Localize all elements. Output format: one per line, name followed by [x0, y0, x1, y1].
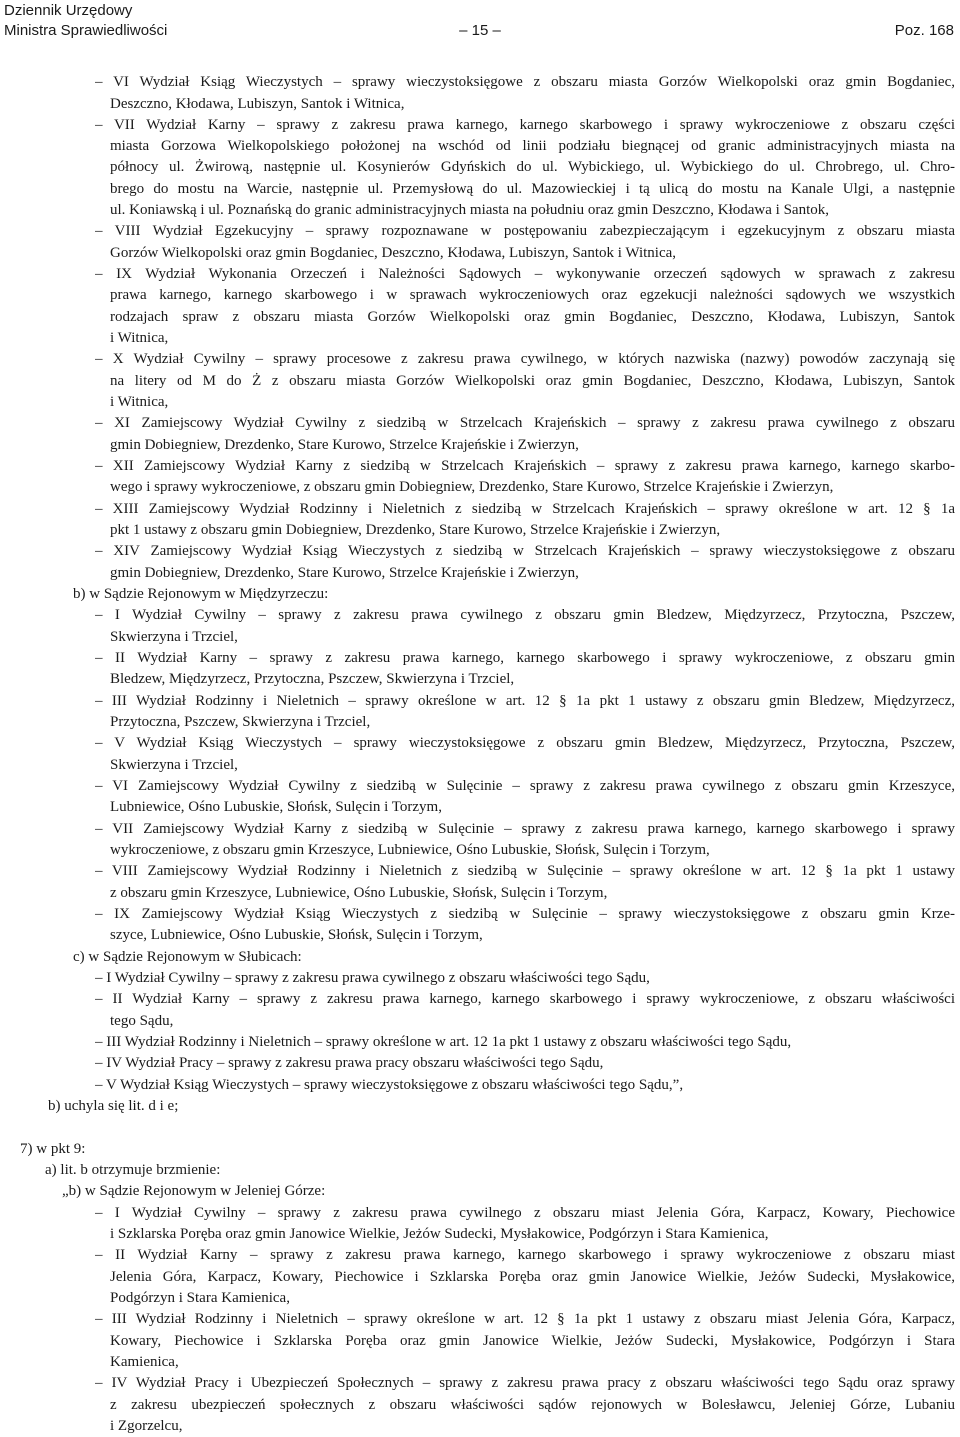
text-line: – III Wydział Rodzinny i Nieletnich – sprawy określone w art. 12 § 1a pkt 1 ustawy z obszaru miast Jelenia Góra, Karpacz, — [95, 1311, 955, 1327]
text-line: północy ul. Żwirową, następnie ul. Kosynierów Gdyńskich do ul. Wybickiego, ul. Wybickiego do ul. Chrobrego, ul. Chro- — [110, 159, 955, 175]
text-line: i Witnica, — [110, 330, 169, 346]
text-line: – XI Zamiejscowy Wydział Cywilny z siedzibą w Strzelcach Krajeńskich – sprawy z zakresu prawa cywilnego z obszaru — [95, 415, 955, 431]
text-line: brego do mostu na Warcie, następnie ul. Przemysłową do ul. Mazowieckiej i tą ulicą do mostu na Kanale Ulgi, a następnie — [110, 181, 955, 197]
journal-title-line-2: Ministra Sprawiedliwości — [4, 22, 168, 39]
text-line: z obszaru gmin Krzeszyce, Lubniewice, Ośno Lubuskie, Słońsk, Sulęcin i Torzym, — [110, 885, 608, 901]
text-line: ul. Koniawską i ul. Poznańską do granic administracyjnych miasta na południu oraz gmin Deszczno, Kłodawa i Santok, — [110, 202, 829, 218]
text-line: – II Wydział Karny – sprawy z zakresu prawa karnego, karnego skarbowego i sprawy wykroczeniowe, z obszaru właściwości — [95, 991, 955, 1007]
text-line: Jelenia Góra, Karpacz, Kowary, Piechowice i Szklarska Poręba oraz gmin Janowice Wielkie, Jeżów Sudecki, Mysłakowice, — [110, 1269, 955, 1285]
page-header — [0, 0, 960, 50]
text-line: Podgórzyn i Stara Kamienica, — [110, 1290, 290, 1306]
text-line: – I Wydział Cywilny – sprawy z zakresu prawa cywilnego z obszaru właściwości tego Sądu, — [95, 970, 650, 986]
text-line: b) uchyla się lit. d i e; — [48, 1098, 179, 1114]
text-line: Skwierzyna i Trzciel, — [110, 629, 238, 645]
text-line: Skwierzyna i Trzciel, — [110, 757, 238, 773]
text-line: b) w Sądzie Rejonowym w Międzyrzeczu: — [73, 586, 329, 602]
text-line: Bledzew, Międzyrzecz, Przytoczna, Pszczew, Skwierzyna i Trzciel, — [110, 671, 515, 687]
text-line: – II Wydział Karny – sprawy z zakresu prawa karnego, karnego skarbowego i sprawy wykroczeniowe, z obszaru gmin — [95, 650, 955, 666]
text-line: wykroczeniowe, z obszaru gmin Krzeszyce, Lubniewice, Ośno Lubuskie, Słońsk, Sulęcin i Torzym, — [110, 842, 710, 858]
text-line: gmin Dobiegniew, Drezdenko, Stare Kurowo, Strzelce Krajeńskie i Zwierzyn, — [110, 565, 579, 581]
text-line: – III Wydział Rodzinny i Nieletnich – sprawy określone w art. 12 § 1a pkt 1 ustawy z obszaru gmin Bledzew, Międzyrzecz, — [95, 693, 955, 709]
text-line: szyce, Lubniewice, Ośno Lubuskie, Słońsk, Sulęcin i Torzym, — [110, 927, 483, 943]
text-line: Deszczno, Kłodawa, Lubiszyn, Santok i Witnica, — [110, 96, 405, 112]
text-line: Przytoczna, Pszczew, Skwierzyna i Trzciel, — [110, 714, 371, 730]
text-line: – III Wydział Rodzinny i Nieletnich – sprawy określone w art. 12 1a pkt 1 ustawy z obszaru właściwości tego Sądu, — [95, 1034, 792, 1050]
text-line: „b) w Sądzie Rejonowym w Jeleniej Górze: — [62, 1183, 326, 1199]
text-line: Kowary, Piechowice i Szklarska Poręba oraz gmin Janowice Wielkie, Jeżów Sudecki, Mysłakowice, Podgórzyn i Stara — [110, 1333, 955, 1349]
text-line: – IV Wydział Pracy i Ubezpieczeń Społecznych – sprawy z zakresu prawa pracy z obszaru właściwości tego Sądu oraz sprawy — [95, 1375, 955, 1391]
text-line: miasta Gorzowa Wielkopolskiego położonej na wschód od linii podziału biegnącej od granic administracyjnych miasta na — [110, 138, 955, 154]
text-line: i Zgorzelcu, — [110, 1418, 183, 1434]
text-line: – XII Zamiejscowy Wydział Karny z siedzibą w Strzelcach Krajeńskich – sprawy z zakresu prawa karnego, karnego skarbo- — [95, 458, 955, 474]
text-line: tego Sądu, — [110, 1013, 174, 1029]
text-line: a) lit. b otrzymuje brzmienie: — [45, 1162, 221, 1178]
text-line: pkt 1 ustawy z obszaru gmin Dobiegniew, Drezdenko, Stare Kurowo, Strzelce Krajeńskie i Zwierzyn, — [110, 522, 721, 538]
text-line: wego i sprawy wykroczeniowe, z obszaru gmin Dobiegniew, Drezdenko, Stare Kurowo, Strzelce Krajeńskie i Zwierzyn, — [110, 479, 834, 495]
text-line: – IV Wydział Pracy – sprawy z zakresu prawa pracy obszaru właściwości tego Sądu, — [95, 1055, 604, 1071]
page-number: – 15 – — [459, 22, 501, 39]
text-line: – VIII Zamiejscowy Wydział Rodzinny i Nieletnich z siedzibą w Sulęcinie – sprawy określone w art. 12 § 1a pkt 1 ustawy — [95, 863, 955, 879]
text-line: z zakresu ubezpieczeń społecznych z obszaru właściwości sądów rejonowych w Bolesławcu, Jeleniej Górze, Lubaniu — [110, 1397, 955, 1413]
text-line: – VII Wydział Karny – sprawy z zakresu prawa karnego, karnego skarbowego i sprawy wykroczeniowe z obszaru części — [95, 117, 955, 133]
text-line: – XIII Zamiejscowy Wydział Rodzinny i Nieletnich z siedzibą w Strzelcach Krajeńskich – sprawy określone w art. 12 § 1a — [95, 501, 955, 517]
text-line: – I Wydział Cywilny – sprawy z zakresu prawa cywilnego z obszaru miast Jelenia Góra, Karpacz, Kowary, Piechowice — [95, 1205, 955, 1221]
text-line: – VI Wydział Ksiąg Wieczystych – sprawy wieczystoksięgowe z obszaru miasta Gorzów Wielkopolski oraz gmin Bogdaniec, — [95, 74, 955, 90]
text-line: – V Wydział Ksiąg Wieczystych – sprawy wieczystoksięgowe z obszaru gmin Bledzew, Międzyrzecz, Przytoczna, Pszczew, — [95, 735, 955, 751]
position-number: Poz. 168 — [894, 22, 954, 39]
text-line: – V Wydział Ksiąg Wieczystych – sprawy wieczystoksięgowe z obszaru właściwości tego Sądu,”, — [95, 1077, 684, 1093]
text-line: – VIII Wydział Egzekucyjny – sprawy rozpoznawane w postępowaniu zabezpieczającym i egzekucyjnym z obszaru miasta — [95, 223, 955, 239]
text-line: gmin Dobiegniew, Drezdenko, Stare Kurowo, Strzelce Krajeńskie i Zwierzyn, — [110, 437, 579, 453]
journal-title-line-1: Dziennik Urzędowy — [4, 2, 133, 19]
text-line: – VI Zamiejscowy Wydział Cywilny z siedzibą w Sulęcinie – sprawy z zakresu prawa cywilnego z obszaru gmin Krzeszyce, — [95, 778, 955, 794]
text-line: i Witnica, — [110, 394, 169, 410]
text-line: – XIV Zamiejscowy Wydział Ksiąg Wieczystych z siedzibą w Strzelcach Krajeńskich – sprawy wieczystoksięgowe z obszaru — [95, 543, 955, 559]
text-line: rodzajach spraw z obszaru miasta Gorzów Wielkopolski oraz gmin Bogdaniec, Deszczno, Kłodawa, Lubiszyn, Santok — [110, 309, 955, 325]
text-line: – IX Wydział Wykonania Orzeczeń i Należności Sądowych – wykonywanie orzeczeń sądowych w sprawach z zakresu — [95, 266, 955, 282]
text-line: c) w Sądzie Rejonowym w Słubicach: — [73, 949, 302, 965]
text-line: – IX Zamiejscowy Wydział Ksiąg Wieczystych z siedzibą w Sulęcinie – sprawy wieczystoksięgowe z obszaru gmin Krze- — [95, 906, 955, 922]
text-line: – II Wydział Karny – sprawy z zakresu prawa karnego, karnego skarbowego i sprawy wykroczeniowe z obszaru miast — [95, 1247, 955, 1263]
text-line: – VII Zamiejscowy Wydział Karny z siedzibą w Sulęcinie – sprawy z zakresu prawa karnego, karnego skarbowego i sprawy — [95, 821, 955, 837]
text-line: i Szklarska Poręba oraz gmin Janowice Wielkie, Jeżów Sudecki, Mysłakowice, Podgórzyn i Stara Kamienica, — [110, 1226, 769, 1242]
text-line: prawa karnego, karnego skarbowego i w sprawach wykroczeniowych oraz egzekucji należności sądowych we wszystkich — [110, 287, 955, 303]
text-line: na litery od M do Ż z obszaru miasta Gorzów Wielkopolski oraz gmin Bogdaniec, Deszczno, Kłodawa, Lubiszyn, Santok — [110, 373, 955, 389]
text-line: Lubniewice, Ośno Lubuskie, Słońsk, Sulęcin i Torzym, — [110, 799, 442, 815]
text-line: Kamienica, — [110, 1354, 179, 1370]
text-line: – I Wydział Cywilny – sprawy z zakresu prawa cywilnego z obszaru gmin Bledzew, Międzyrzecz, Przytoczna, Pszczew, — [95, 607, 955, 623]
text-line: Gorzów Wielkopolski oraz gmin Bogdaniec, Deszczno, Kłodawa, Lubiszyn, Santok i Witnica, — [110, 245, 677, 261]
text-line: – X Wydział Cywilny – sprawy procesowe z zakresu prawa cywilnego, w których nazwiska (nazwy) powodów zaczynają się — [95, 351, 955, 367]
text-line: 7) w pkt 9: — [20, 1141, 86, 1157]
